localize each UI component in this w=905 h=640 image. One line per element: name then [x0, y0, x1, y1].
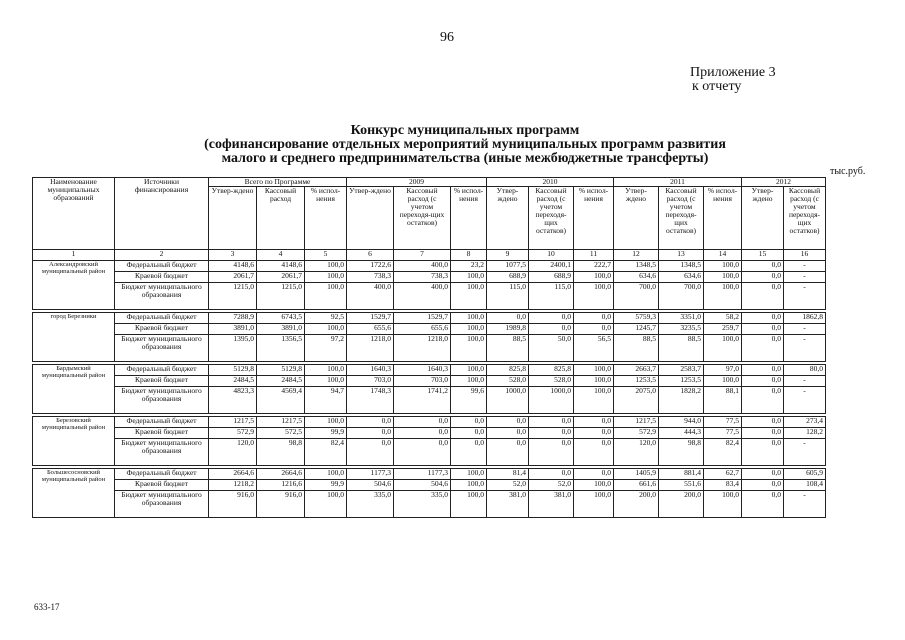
value-cell: 100,0 — [451, 313, 487, 324]
footer-code: 633-17 — [34, 602, 60, 612]
municipality-name: Бардымский муниципальный район — [33, 365, 115, 414]
value-cell: 77,5 — [704, 428, 742, 439]
value-cell: 700,0 — [659, 283, 704, 310]
value-cell: 100,0 — [451, 376, 487, 387]
value-cell: 0,0 — [347, 417, 394, 428]
value-cell: 0,0 — [742, 491, 784, 518]
value-cell: - — [784, 376, 826, 387]
header-year-2011: 2011 — [614, 178, 742, 187]
value-cell: 551,6 — [659, 480, 704, 491]
value-cell: 108,4 — [784, 480, 826, 491]
value-cell: 4148,6 — [209, 261, 257, 272]
value-cell: 88,5 — [659, 335, 704, 362]
subheader-cell: Кассовый расход (с учетом переходя-щих остатков) — [659, 187, 704, 250]
value-cell: 381,0 — [529, 491, 574, 518]
value-cell: 0,0 — [742, 376, 784, 387]
value-cell: 1177,3 — [394, 469, 451, 480]
value-cell: 400,0 — [394, 261, 451, 272]
value-cell: 1245,7 — [614, 324, 659, 335]
value-cell: 5759,3 — [614, 313, 659, 324]
value-cell: 222,7 — [574, 261, 614, 272]
subheader-cell: Утвер-ждено — [742, 187, 784, 250]
value-cell: 0,0 — [742, 469, 784, 480]
value-cell: 100,0 — [305, 417, 347, 428]
value-cell: - — [784, 491, 826, 518]
value-cell: 1253,5 — [614, 376, 659, 387]
value-cell: 100,0 — [704, 491, 742, 518]
value-cell: 2075,0 — [614, 387, 659, 414]
value-cell: 700,0 — [614, 283, 659, 310]
value-cell: 115,0 — [529, 283, 574, 310]
subheader-cell: Утвер-ждено — [614, 187, 659, 250]
value-cell: 738,3 — [394, 272, 451, 283]
value-cell: - — [784, 272, 826, 283]
value-cell: - — [784, 324, 826, 335]
table-row — [33, 417, 826, 428]
value-cell: 0,0 — [742, 272, 784, 283]
funding-source: Федеральный бюджет — [115, 313, 209, 324]
value-cell: 100,0 — [451, 324, 487, 335]
value-cell: 1989,8 — [487, 324, 529, 335]
subheader-cell: Утвер-ждено — [209, 187, 257, 250]
value-cell: 50,0 — [529, 335, 574, 362]
column-index-cell: 16 — [784, 250, 826, 261]
value-cell: 5129,8 — [257, 365, 305, 376]
value-cell: 100,0 — [305, 283, 347, 310]
appendix-line-2: к отчету — [692, 79, 742, 94]
column-index-cell: 13 — [659, 250, 704, 261]
value-cell: 100,0 — [704, 272, 742, 283]
value-cell: 1395,0 — [209, 335, 257, 362]
value-cell: 98,8 — [257, 439, 305, 466]
funding-source: Бюджет муниципального образования — [115, 439, 209, 466]
value-cell: 98,8 — [659, 439, 704, 466]
funding-source: Краевой бюджет — [115, 272, 209, 283]
value-cell: 944,0 — [659, 417, 704, 428]
value-cell: 400,0 — [394, 283, 451, 310]
subheader-cell: Кассовый расход — [257, 187, 305, 250]
value-cell: 100,0 — [305, 272, 347, 283]
value-cell: 0,0 — [451, 439, 487, 466]
value-cell: 335,0 — [394, 491, 451, 518]
value-cell: 100,0 — [574, 387, 614, 414]
value-cell: 100,0 — [305, 376, 347, 387]
value-cell: 97,2 — [305, 335, 347, 362]
value-cell: 0,0 — [529, 417, 574, 428]
value-cell: 1218,0 — [347, 335, 394, 362]
value-cell: 7288,9 — [209, 313, 257, 324]
value-cell: 100,0 — [305, 491, 347, 518]
value-cell: 0,0 — [742, 387, 784, 414]
value-cell: 3351,0 — [659, 313, 704, 324]
value-cell: 97,0 — [704, 365, 742, 376]
subheader-cell: Утвер-ждено — [487, 187, 529, 250]
value-cell: 128,2 — [784, 428, 826, 439]
value-cell: 1405,9 — [614, 469, 659, 480]
value-cell: 100,0 — [305, 365, 347, 376]
funding-source: Федеральный бюджет — [115, 261, 209, 272]
value-cell: 100,0 — [704, 261, 742, 272]
column-index-cell: 6 — [347, 250, 394, 261]
value-cell: 0,0 — [742, 335, 784, 362]
value-cell: 661,6 — [614, 480, 659, 491]
value-cell: 0,0 — [347, 439, 394, 466]
value-cell: - — [784, 283, 826, 310]
title-line-3: малого и среднего предпринимательства (иные межбюджетные трансферты) — [221, 151, 709, 166]
header-municipality: Наименование муниципальных образований — [33, 178, 115, 250]
value-cell: 100,0 — [704, 335, 742, 362]
value-cell: 1640,3 — [394, 365, 451, 376]
value-cell: 0,0 — [742, 428, 784, 439]
value-cell: 0,0 — [394, 428, 451, 439]
subheader-cell: % испол-нения — [305, 187, 347, 250]
value-cell: 1748,3 — [347, 387, 394, 414]
value-cell: 572,9 — [209, 428, 257, 439]
value-cell: 0,0 — [742, 313, 784, 324]
value-cell: 0,0 — [742, 480, 784, 491]
value-cell: 6743,5 — [257, 313, 305, 324]
value-cell: - — [784, 387, 826, 414]
appendix-label — [690, 66, 776, 94]
value-cell: 100,0 — [704, 376, 742, 387]
value-cell: 0,0 — [574, 428, 614, 439]
municipality-name: Березовский муниципальный район — [33, 417, 115, 466]
funding-source: Краевой бюджет — [115, 428, 209, 439]
funding-source: Бюджет муниципального образования — [115, 335, 209, 362]
value-cell: 2663,7 — [614, 365, 659, 376]
appendix-line-1: Приложение 3 — [690, 65, 776, 80]
table-row — [33, 439, 826, 466]
table-row — [33, 491, 826, 518]
value-cell: 100,0 — [574, 376, 614, 387]
value-cell: 0,0 — [529, 428, 574, 439]
report-table — [32, 177, 826, 518]
value-cell: 1000,0 — [487, 387, 529, 414]
value-cell: 0,0 — [347, 428, 394, 439]
header-year-2009: 2009 — [347, 178, 487, 187]
value-cell: 634,6 — [659, 272, 704, 283]
value-cell: 100,0 — [704, 283, 742, 310]
value-cell: 100,0 — [451, 480, 487, 491]
table-row — [33, 324, 826, 335]
funding-source: Краевой бюджет — [115, 376, 209, 387]
value-cell: 2400,1 — [529, 261, 574, 272]
funding-source: Бюджет муниципального образования — [115, 387, 209, 414]
value-cell: 77,5 — [704, 417, 742, 428]
subheader-cell: % испол-нения — [574, 187, 614, 250]
value-cell: 0,0 — [451, 417, 487, 428]
funding-source: Федеральный бюджет — [115, 417, 209, 428]
value-cell: 100,0 — [451, 335, 487, 362]
value-cell: 1640,3 — [347, 365, 394, 376]
value-cell: 0,0 — [487, 428, 529, 439]
subheader-cell: Утвер-ждено — [347, 187, 394, 250]
value-cell: 1828,2 — [659, 387, 704, 414]
value-cell: 916,0 — [257, 491, 305, 518]
column-index-cell: 1 — [33, 250, 115, 261]
column-index-cell: 14 — [704, 250, 742, 261]
value-cell: 4823,3 — [209, 387, 257, 414]
column-index-cell: 3 — [209, 250, 257, 261]
value-cell: 400,0 — [347, 283, 394, 310]
value-cell: 0,0 — [487, 417, 529, 428]
value-cell: - — [784, 261, 826, 272]
value-cell: 52,0 — [529, 480, 574, 491]
value-cell: 0,0 — [742, 283, 784, 310]
table-row — [33, 376, 826, 387]
value-cell: 1356,5 — [257, 335, 305, 362]
value-cell: 82,4 — [305, 439, 347, 466]
value-cell: 0,0 — [394, 439, 451, 466]
page-number: 96 — [440, 30, 454, 45]
value-cell: 0,0 — [487, 439, 529, 466]
value-cell: 381,0 — [487, 491, 529, 518]
column-index-cell: 8 — [451, 250, 487, 261]
value-cell: 2664,6 — [209, 469, 257, 480]
value-cell: 1216,6 — [257, 480, 305, 491]
value-cell: 0,0 — [574, 324, 614, 335]
value-cell: 634,6 — [614, 272, 659, 283]
table-row — [33, 283, 826, 310]
municipality-name: Большесосновский муниципальный район — [33, 469, 115, 518]
value-cell: 1529,7 — [394, 313, 451, 324]
value-cell: 100,0 — [451, 469, 487, 480]
document-title — [140, 124, 790, 166]
value-cell: 82,4 — [704, 439, 742, 466]
value-cell: 0,0 — [742, 261, 784, 272]
value-cell: 572,9 — [614, 428, 659, 439]
value-cell: 0,0 — [529, 469, 574, 480]
value-cell: 1862,8 — [784, 313, 826, 324]
value-cell: 1348,5 — [614, 261, 659, 272]
funding-source: Федеральный бюджет — [115, 469, 209, 480]
value-cell: 0,0 — [574, 313, 614, 324]
column-index-cell: 5 — [305, 250, 347, 261]
value-cell: 2484,5 — [257, 376, 305, 387]
value-cell: 56,5 — [574, 335, 614, 362]
value-cell: 2061,7 — [257, 272, 305, 283]
value-cell: 688,9 — [487, 272, 529, 283]
table-row — [33, 469, 826, 480]
value-cell: 1722,6 — [347, 261, 394, 272]
value-cell: 100,0 — [574, 283, 614, 310]
value-cell: 0,0 — [529, 439, 574, 466]
value-cell: 0,0 — [529, 313, 574, 324]
value-cell: 100,0 — [305, 324, 347, 335]
value-cell: 0,0 — [742, 365, 784, 376]
table-body — [33, 250, 826, 518]
value-cell: 1215,0 — [209, 283, 257, 310]
value-cell: 3891,0 — [209, 324, 257, 335]
value-cell: 100,0 — [451, 272, 487, 283]
value-cell: 4569,4 — [257, 387, 305, 414]
value-cell: 2664,6 — [257, 469, 305, 480]
value-cell: 52,0 — [487, 480, 529, 491]
column-index-cell: 7 — [394, 250, 451, 261]
value-cell: 4148,6 — [257, 261, 305, 272]
table-row — [33, 480, 826, 491]
value-cell: 0,0 — [451, 428, 487, 439]
value-cell: 58,2 — [704, 313, 742, 324]
value-cell: 200,0 — [659, 491, 704, 518]
header-total: Всего по Программе — [209, 178, 347, 187]
value-cell: 0,0 — [574, 417, 614, 428]
value-cell: 100,0 — [451, 283, 487, 310]
municipality-name: город Березники — [33, 313, 115, 362]
funding-source: Федеральный бюджет — [115, 365, 209, 376]
value-cell: 273,4 — [784, 417, 826, 428]
value-cell: 2061,7 — [209, 272, 257, 283]
value-cell: 335,0 — [347, 491, 394, 518]
value-cell: 100,0 — [305, 469, 347, 480]
value-cell: 688,9 — [529, 272, 574, 283]
value-cell: 2583,7 — [659, 365, 704, 376]
value-cell: 120,0 — [614, 439, 659, 466]
value-cell: 1217,5 — [209, 417, 257, 428]
value-cell: - — [784, 335, 826, 362]
value-cell: 655,6 — [394, 324, 451, 335]
value-cell: 83,4 — [704, 480, 742, 491]
value-cell: 88,5 — [487, 335, 529, 362]
value-cell: 2484,5 — [209, 376, 257, 387]
value-cell: 444,3 — [659, 428, 704, 439]
value-cell: 1348,5 — [659, 261, 704, 272]
value-cell: 504,6 — [347, 480, 394, 491]
value-cell: 1217,5 — [614, 417, 659, 428]
value-cell: 23,2 — [451, 261, 487, 272]
value-cell: 62,7 — [704, 469, 742, 480]
value-cell: 0,0 — [742, 417, 784, 428]
value-cell: 655,6 — [347, 324, 394, 335]
value-cell: 200,0 — [614, 491, 659, 518]
value-cell: 259,7 — [704, 324, 742, 335]
value-cell: 99,6 — [451, 387, 487, 414]
value-cell: 738,3 — [347, 272, 394, 283]
title-line-2: (софинансирование отдельных мероприятий муниципальных программ развития — [204, 137, 726, 152]
value-cell: 120,0 — [209, 439, 257, 466]
funding-source: Бюджет муниципального образования — [115, 491, 209, 518]
column-index-cell: 11 — [574, 250, 614, 261]
table-row — [33, 261, 826, 272]
value-cell: 88,5 — [614, 335, 659, 362]
table-row — [33, 365, 826, 376]
subheader-cell: Кассовый расход (с учетом переходя-щих остатков) — [784, 187, 826, 250]
header-year-2012: 2012 — [742, 178, 826, 187]
table-row — [33, 272, 826, 283]
value-cell: 80,0 — [784, 365, 826, 376]
value-cell: 0,0 — [742, 324, 784, 335]
value-cell: 1000,0 — [529, 387, 574, 414]
value-cell: 100,0 — [574, 365, 614, 376]
value-cell: 5129,8 — [209, 365, 257, 376]
value-cell: 504,6 — [394, 480, 451, 491]
value-cell: 0,0 — [487, 313, 529, 324]
value-cell: 1253,5 — [659, 376, 704, 387]
value-cell: 0,0 — [574, 439, 614, 466]
subheader-cell: Кассовый расход (с учетом переходя-щих остатков) — [529, 187, 574, 250]
table-row — [33, 387, 826, 414]
value-cell: 1218,2 — [209, 480, 257, 491]
municipality-name: Александровский муниципальный район — [33, 261, 115, 310]
unit-label: тыс.руб. — [830, 166, 866, 177]
value-cell: 703,0 — [394, 376, 451, 387]
value-cell: 528,0 — [487, 376, 529, 387]
column-index-cell: 2 — [115, 250, 209, 261]
column-index-cell: 12 — [614, 250, 659, 261]
value-cell: 100,0 — [574, 272, 614, 283]
value-cell: 825,8 — [487, 365, 529, 376]
value-cell: 100,0 — [305, 261, 347, 272]
column-index-cell: 10 — [529, 250, 574, 261]
value-cell: 115,0 — [487, 283, 529, 310]
value-cell: 528,0 — [529, 376, 574, 387]
header-source: Источники финансирования — [115, 178, 209, 250]
value-cell: 605,9 — [784, 469, 826, 480]
subheader-cell: Кассовый расход (с учетом переходя-щих остатков) — [394, 187, 451, 250]
value-cell: 1217,5 — [257, 417, 305, 428]
value-cell: 881,4 — [659, 469, 704, 480]
title-line-1: Конкурс муниципальных программ — [350, 123, 580, 138]
funding-source: Бюджет муниципального образования — [115, 283, 209, 310]
value-cell: 92,5 — [305, 313, 347, 324]
value-cell: 1077,5 — [487, 261, 529, 272]
value-cell: 100,0 — [574, 491, 614, 518]
value-cell: 99,9 — [305, 480, 347, 491]
value-cell: 94,7 — [305, 387, 347, 414]
funding-source: Краевой бюджет — [115, 324, 209, 335]
column-index-cell: 4 — [257, 250, 305, 261]
value-cell: 100,0 — [574, 480, 614, 491]
column-index-cell: 9 — [487, 250, 529, 261]
value-cell: 88,1 — [704, 387, 742, 414]
subheader-cell: % испол-нения — [451, 187, 487, 250]
value-cell: 1741,2 — [394, 387, 451, 414]
value-cell: 916,0 — [209, 491, 257, 518]
value-cell: 572,5 — [257, 428, 305, 439]
column-index-cell: 15 — [742, 250, 784, 261]
value-cell: 81,4 — [487, 469, 529, 480]
table-row — [33, 428, 826, 439]
table-row — [33, 335, 826, 362]
value-cell: 0,0 — [394, 417, 451, 428]
value-cell: 1215,0 — [257, 283, 305, 310]
value-cell: 1529,7 — [347, 313, 394, 324]
value-cell: 1218,0 — [394, 335, 451, 362]
value-cell: 0,0 — [574, 469, 614, 480]
value-cell: 100,0 — [451, 365, 487, 376]
value-cell: 0,0 — [742, 439, 784, 466]
subheader-cell: % испол-нения — [704, 187, 742, 250]
value-cell: 1177,3 — [347, 469, 394, 480]
funding-source: Краевой бюджет — [115, 480, 209, 491]
value-cell: 100,0 — [451, 491, 487, 518]
column-index-row — [33, 250, 826, 261]
value-cell: 3235,5 — [659, 324, 704, 335]
value-cell: - — [784, 439, 826, 466]
value-cell: 703,0 — [347, 376, 394, 387]
value-cell: 0,0 — [529, 324, 574, 335]
value-cell: 3891,0 — [257, 324, 305, 335]
value-cell: 99,9 — [305, 428, 347, 439]
header-year-2010: 2010 — [487, 178, 614, 187]
table-row — [33, 313, 826, 324]
value-cell: 825,8 — [529, 365, 574, 376]
